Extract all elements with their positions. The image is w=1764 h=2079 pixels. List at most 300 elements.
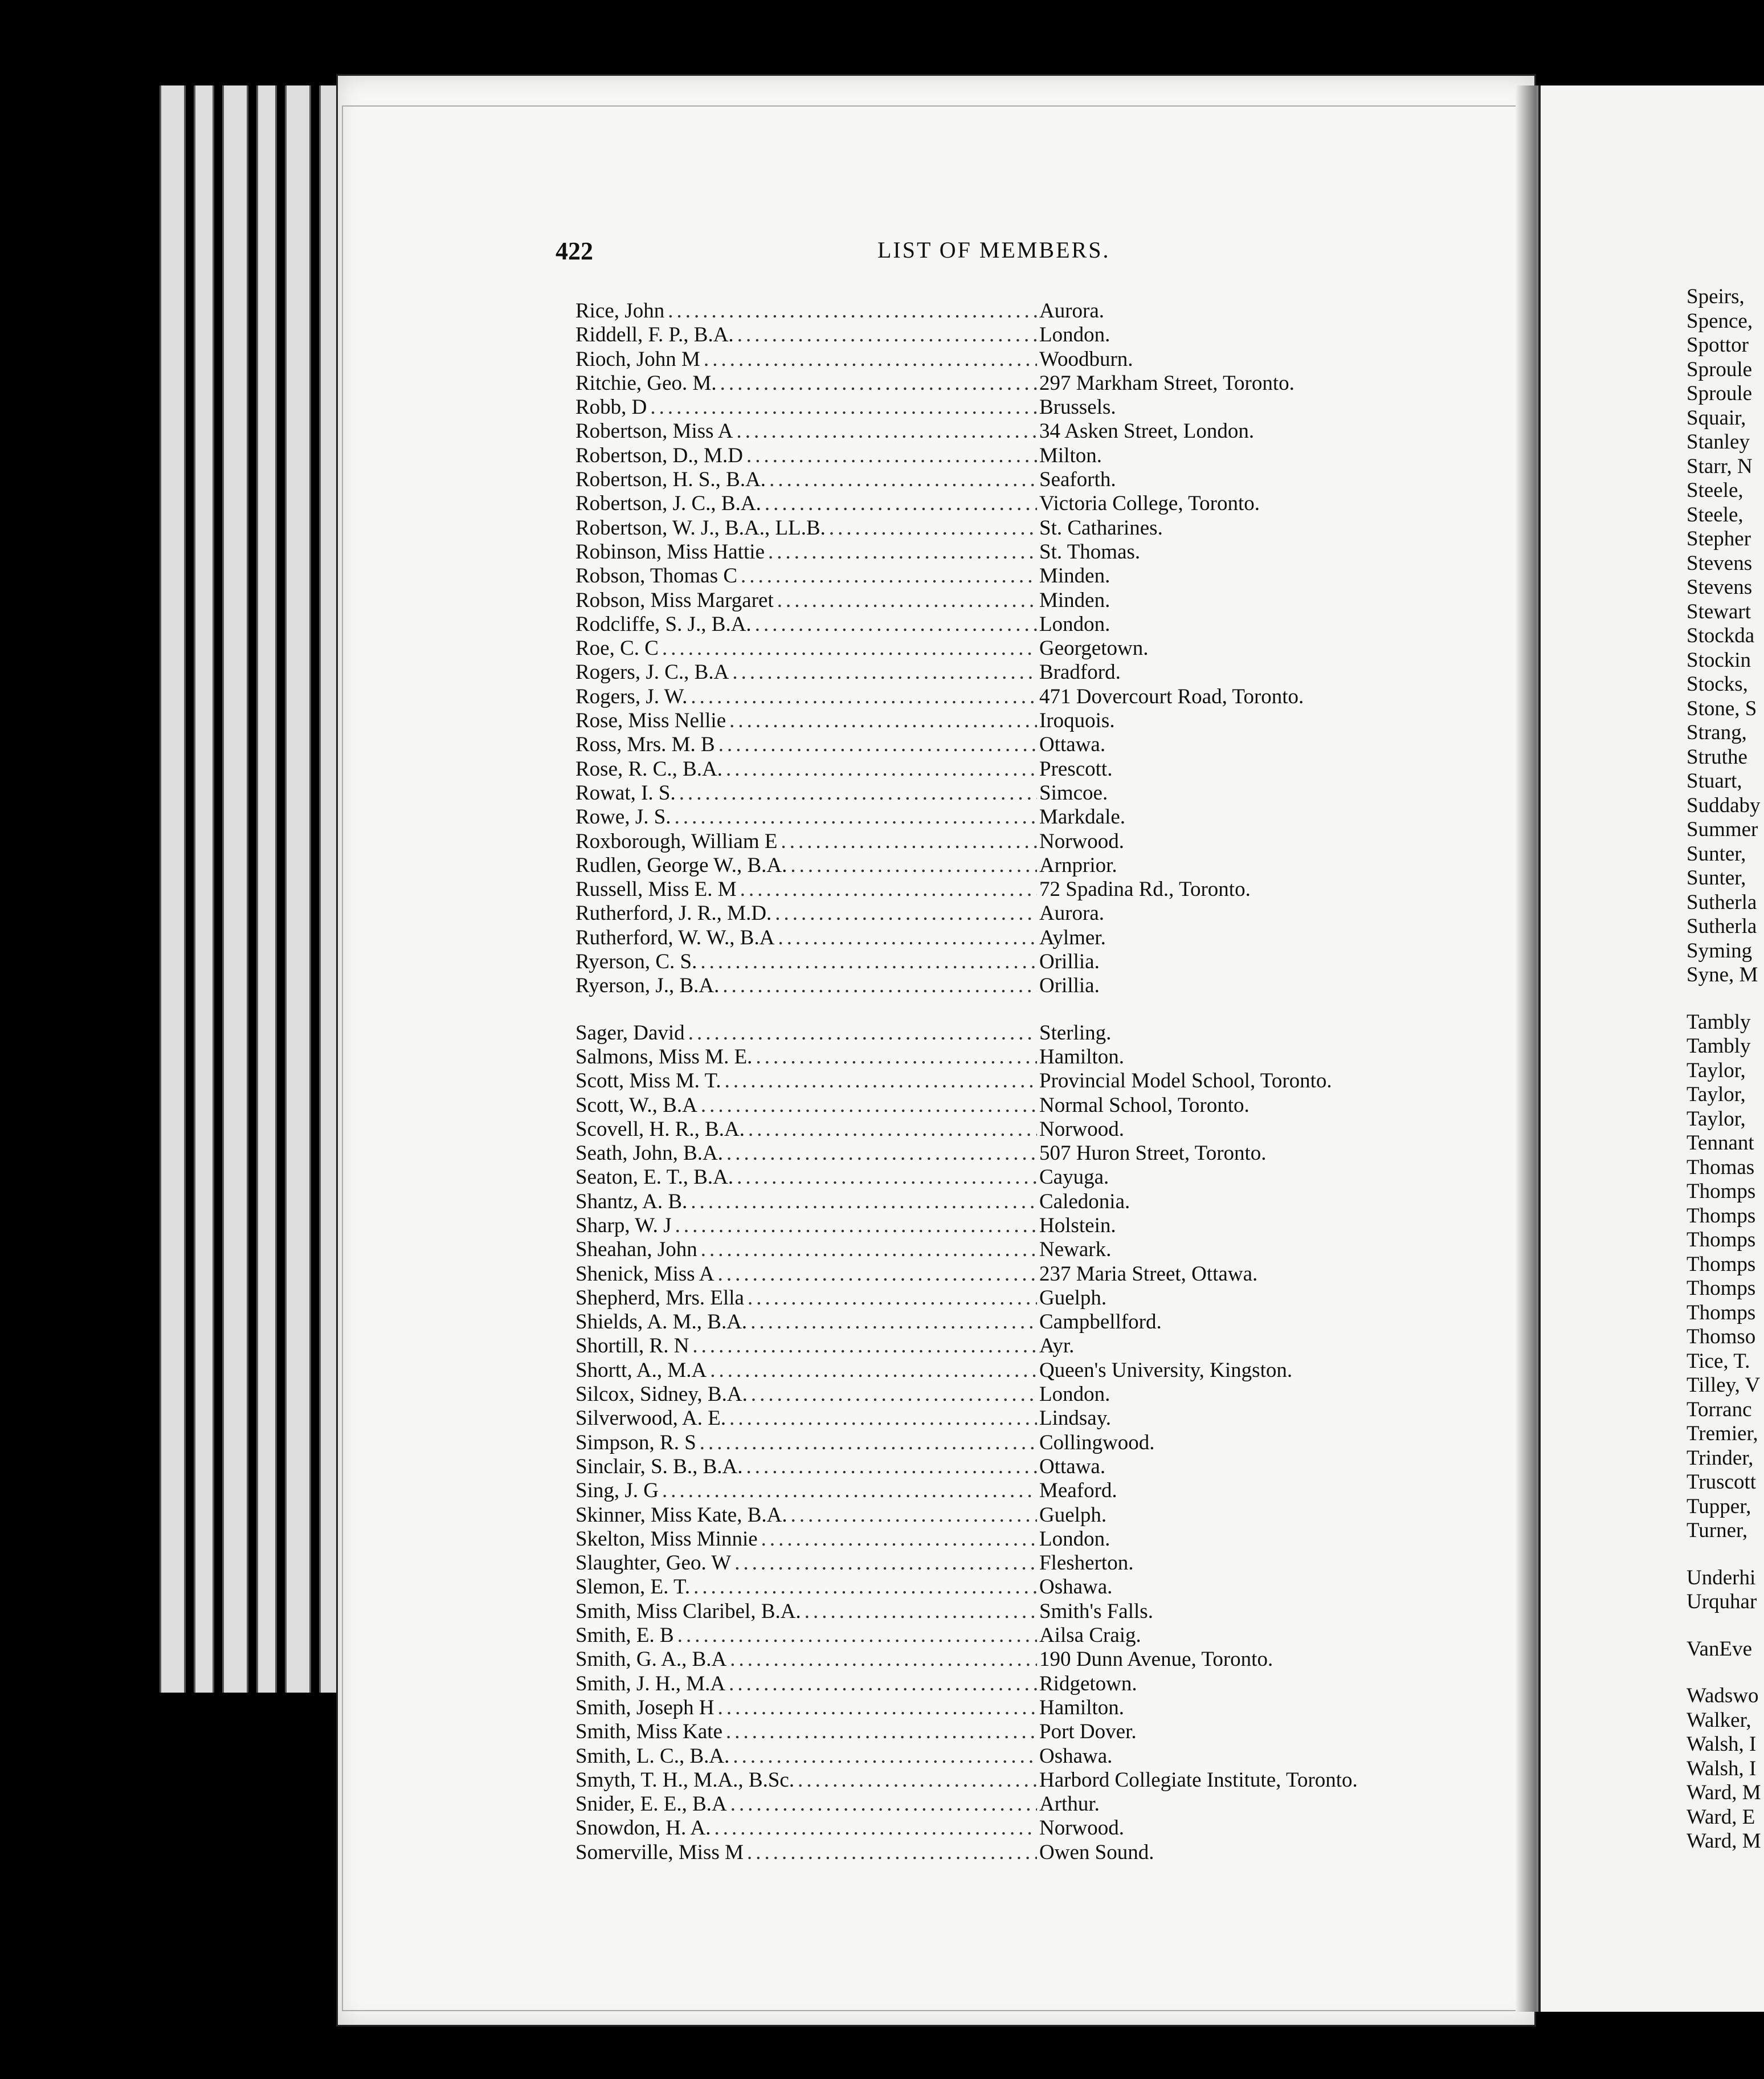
member-entry	[575, 1262, 1487, 1286]
right-page-member-list	[1687, 285, 1764, 1854]
member-location: Owen Sound.	[1039, 1840, 1154, 1864]
dot-leader	[714, 1816, 1037, 1840]
member-entry	[575, 830, 1487, 854]
dot-leader	[790, 854, 1037, 878]
member-name: Seaton, E. T., B.A.	[575, 1165, 734, 1189]
member-location: Norwood.	[1039, 829, 1125, 853]
member-name: Rowat, I. S.	[575, 781, 676, 805]
member-location: Milton.	[1039, 443, 1102, 467]
right-page-entry: Starr, N	[1687, 454, 1753, 478]
dot-leader	[718, 733, 1037, 757]
member-name: Smith, J. H., M.A	[575, 1672, 726, 1695]
right-page-entry: Steele,	[1687, 503, 1743, 527]
dot-leader	[805, 1600, 1037, 1624]
dot-leader	[748, 1286, 1037, 1310]
dot-leader	[730, 1648, 1037, 1672]
member-name: Smith, Miss Kate	[575, 1720, 722, 1744]
right-page-entry: Steele,	[1687, 479, 1743, 502]
member-entry	[575, 372, 1487, 396]
member-location: 237 Maria Street, Ottawa.	[1039, 1262, 1258, 1286]
member-name: Rioch, John M	[575, 347, 700, 371]
member-entry	[575, 348, 1487, 372]
right-page-entry: Stuart,	[1687, 769, 1742, 793]
right-page-entry: Syming	[1687, 939, 1753, 963]
member-location: Ailsa Craig.	[1039, 1624, 1141, 1648]
member-name: Rutherford, W. W., B.A	[575, 926, 775, 949]
member-location: Iroquois.	[1039, 709, 1115, 733]
right-page-entry: Tambly	[1687, 1010, 1751, 1034]
dot-leader	[746, 1455, 1037, 1479]
member-name: Slaughter, Geo. W	[575, 1551, 732, 1575]
dot-leader	[775, 902, 1037, 926]
right-page-entry: Thomps	[1687, 1301, 1756, 1324]
member-location: 190 Dunn Avenue, Toronto.	[1039, 1648, 1273, 1672]
member-location: Orillia.	[1039, 974, 1100, 998]
right-page-entry: Spence,	[1687, 309, 1753, 333]
member-name: Ryerson, J., B.A.	[575, 974, 720, 998]
member-entry	[575, 1118, 1487, 1142]
member-entry	[575, 974, 1487, 998]
right-page-entry: Sutherla	[1687, 915, 1757, 938]
member-name: Robertson, W. J., B.A., LL.B.	[575, 516, 826, 540]
member-entry	[575, 1720, 1487, 1744]
member-name: Silcox, Sidney, B.A.	[575, 1383, 748, 1407]
member-entry	[575, 926, 1487, 950]
right-page-entry: Truscott	[1687, 1470, 1757, 1494]
member-name: Riddell, F. P., B.A.	[575, 323, 734, 347]
member-location: Queen's University, Kingston.	[1039, 1358, 1293, 1382]
dot-leader	[747, 1841, 1037, 1865]
dot-leader	[732, 661, 1037, 684]
member-entry	[575, 1431, 1487, 1455]
member-entry	[575, 1069, 1487, 1093]
right-page-entry: Thomps	[1687, 1180, 1756, 1203]
dot-leader	[750, 1310, 1037, 1334]
member-location: Lindsay.	[1039, 1407, 1112, 1430]
right-page-entry: Sunter,	[1687, 866, 1746, 890]
member-name: Sing, J. G	[575, 1479, 659, 1503]
dot-leader	[740, 878, 1037, 902]
member-name: Robson, Miss Margaret	[575, 588, 774, 612]
member-location: Bradford.	[1039, 661, 1121, 684]
member-location: Ayr.	[1039, 1334, 1075, 1358]
member-entry	[575, 299, 1487, 323]
right-page-entry: Summer	[1687, 818, 1758, 841]
member-entry	[575, 444, 1487, 468]
member-name: Shields, A. M., B.A.	[575, 1310, 748, 1334]
member-name: Rowe, J. S.	[575, 805, 671, 829]
member-name: Somerville, Miss M	[575, 1840, 744, 1864]
member-location: Oshawa.	[1039, 1744, 1113, 1768]
member-location: Collingwood.	[1039, 1430, 1155, 1454]
dot-leader	[726, 1720, 1037, 1744]
member-location: Hamilton.	[1039, 1695, 1125, 1719]
member-entry	[575, 637, 1487, 661]
right-page-entry: Walsh, I	[1687, 1756, 1757, 1780]
member-entry	[575, 1334, 1487, 1358]
right-page-entry: Taylor,	[1687, 1107, 1746, 1131]
member-location: Seaforth.	[1039, 468, 1116, 492]
dot-leader	[791, 1503, 1037, 1527]
member-entry	[575, 1744, 1487, 1768]
member-location: London.	[1039, 612, 1110, 636]
right-page-entry: Stewart	[1687, 600, 1751, 623]
dot-leader	[675, 1214, 1037, 1238]
member-location: Campbellford.	[1039, 1310, 1162, 1334]
member-entry	[575, 1816, 1487, 1840]
member-entry	[575, 1503, 1487, 1527]
member-name: Robertson, H. S., B.A.	[575, 468, 766, 492]
dot-leader	[733, 1744, 1037, 1768]
right-page-entry: Tupper,	[1687, 1494, 1751, 1518]
right-page-entry: Thomps	[1687, 1277, 1756, 1300]
dot-leader	[662, 637, 1037, 661]
member-location: Sterling.	[1039, 1021, 1112, 1045]
member-entry	[575, 1310, 1487, 1334]
member-entry	[575, 589, 1487, 613]
member-location: London.	[1039, 323, 1110, 347]
member-name: Smith, E. B	[575, 1624, 674, 1648]
member-entry	[575, 1238, 1487, 1262]
member-name: Rudlen, George W., B.A.	[575, 853, 787, 877]
dot-leader	[650, 396, 1037, 419]
member-name: Shepherd, Mrs. Ella	[575, 1286, 744, 1310]
member-entry	[575, 1190, 1487, 1214]
dot-leader	[688, 1021, 1037, 1045]
dot-leader	[748, 1118, 1037, 1142]
member-location: Brussels.	[1039, 396, 1116, 419]
right-page-entry: Walker,	[1687, 1708, 1751, 1732]
member-location: Aurora.	[1039, 902, 1105, 926]
right-page-entry: Syne, M	[1687, 963, 1758, 986]
dot-leader	[718, 1696, 1037, 1720]
member-entry	[575, 1214, 1487, 1238]
dot-leader	[677, 1624, 1037, 1648]
member-location: Arnprior.	[1039, 853, 1117, 877]
member-name: Silverwood, A. E.	[575, 1407, 726, 1430]
member-entry	[575, 396, 1487, 419]
member-location: Aylmer.	[1039, 926, 1106, 949]
member-location: 507 Huron Street, Toronto.	[1039, 1142, 1267, 1165]
dot-leader	[737, 323, 1037, 347]
member-location: Flesherton.	[1039, 1551, 1134, 1575]
dot-leader	[693, 1575, 1037, 1599]
dot-leader	[720, 372, 1037, 396]
member-name: Roe, C. C	[575, 637, 659, 661]
right-page-entry: VanEve	[1687, 1637, 1753, 1661]
dot-leader	[704, 348, 1037, 372]
dot-leader	[718, 1262, 1037, 1286]
member-entry	[575, 1407, 1487, 1430]
member-name: Smyth, T. H., M.A., B.Sc.	[575, 1768, 795, 1792]
member-name: Snowdon, H. A.	[575, 1816, 711, 1840]
dot-leader	[679, 781, 1037, 805]
member-name: Rutherford, J. R., M.D.	[575, 902, 772, 926]
member-name: Skinner, Miss Kate, B.A.	[575, 1503, 787, 1527]
member-location: St. Catharines.	[1039, 516, 1163, 540]
right-page-entry: Thomps	[1687, 1252, 1756, 1276]
member-entry	[575, 1021, 1487, 1045]
right-page-entry: Stevens	[1687, 576, 1753, 599]
right-page-entry: Stockin	[1687, 648, 1751, 672]
right-page-entry: Stevens	[1687, 551, 1753, 575]
member-location: Meaford.	[1039, 1479, 1117, 1503]
member-name: Smith, G. A., B.A	[575, 1648, 727, 1672]
right-page-entry: Strang,	[1687, 721, 1747, 744]
member-entry	[575, 419, 1487, 443]
dot-leader	[746, 444, 1037, 468]
member-entry	[575, 613, 1487, 637]
member-name: Robertson, Miss A	[575, 419, 733, 443]
member-location: Cayuga.	[1039, 1165, 1109, 1189]
dot-leader	[751, 1383, 1037, 1407]
member-location: Arthur.	[1039, 1792, 1100, 1816]
member-location: Ottawa.	[1039, 733, 1106, 757]
dot-leader	[668, 299, 1037, 323]
member-entry	[575, 878, 1487, 902]
right-page-entry: Suddaby	[1687, 793, 1761, 817]
member-entry	[575, 854, 1487, 878]
member-name: Simpson, R. S	[575, 1430, 696, 1454]
member-location: Prescott.	[1039, 757, 1113, 781]
member-entry	[575, 1792, 1487, 1816]
member-entry	[575, 1648, 1487, 1672]
member-entry	[575, 902, 1487, 926]
member-location: 72 Spadina Rd., Toronto.	[1039, 878, 1251, 902]
member-location: Orillia.	[1039, 950, 1100, 974]
member-entry	[575, 492, 1487, 516]
member-location: Normal School, Toronto.	[1039, 1093, 1250, 1117]
member-entry	[575, 805, 1487, 829]
member-name: Sinclair, S. B., B.A.	[575, 1454, 743, 1478]
right-page-entry: Torranc	[1687, 1397, 1752, 1421]
dot-leader	[755, 613, 1037, 637]
dot-leader	[729, 1407, 1037, 1430]
right-page-entry: Sunter,	[1687, 842, 1746, 866]
member-name: Smith, Joseph H	[575, 1695, 714, 1719]
member-location: Guelph.	[1039, 1503, 1107, 1527]
right-page-entry: Ward, E	[1687, 1805, 1755, 1829]
member-location: Minden.	[1039, 588, 1110, 612]
right-page-entry: Walsh, I	[1687, 1732, 1757, 1756]
right-page-entry: Ward, M	[1687, 1829, 1761, 1853]
right-page-entry: Urquhar	[1687, 1590, 1757, 1613]
dot-leader	[769, 468, 1037, 492]
dot-leader	[778, 926, 1037, 950]
right-page-entry: Struthe	[1687, 745, 1747, 769]
member-name: Shenick, Miss A	[575, 1262, 714, 1286]
member-entry	[575, 516, 1487, 540]
member-name: Sharp, W. J	[575, 1213, 672, 1237]
member-entry	[575, 323, 1487, 347]
member-name: Ryerson, C. S.	[575, 950, 697, 974]
member-entry	[575, 1624, 1487, 1648]
member-entry	[575, 781, 1487, 805]
member-name: Scott, Miss M. T.	[575, 1069, 721, 1093]
member-location: Guelph.	[1039, 1286, 1107, 1310]
member-entry	[575, 661, 1487, 684]
member-location: 34 Asken Street, London.	[1039, 419, 1255, 443]
member-location: Smith's Falls.	[1039, 1599, 1153, 1623]
dot-leader	[798, 1768, 1037, 1792]
member-name: Shortt, A., M.A	[575, 1358, 707, 1382]
member-name: Robertson, J. C., B.A.	[575, 492, 761, 516]
member-entry	[575, 1600, 1487, 1624]
dot-leader	[777, 589, 1037, 613]
member-entry	[575, 709, 1487, 733]
member-location: Ridgetown.	[1039, 1672, 1137, 1695]
member-location: Holstein.	[1039, 1213, 1116, 1237]
dot-leader	[741, 564, 1037, 588]
member-entry	[575, 1672, 1487, 1696]
member-entry	[575, 564, 1487, 588]
dot-leader	[737, 419, 1037, 443]
right-page-entry: Sproule	[1687, 382, 1753, 405]
dot-leader	[730, 1792, 1037, 1816]
member-name: Smith, Miss Claribel, B.A.	[575, 1599, 801, 1623]
right-page-entry: Underhi	[1687, 1566, 1756, 1589]
member-name: Robson, Thomas C	[575, 564, 738, 588]
member-location: Caledonia.	[1039, 1189, 1130, 1213]
member-entry	[575, 1479, 1487, 1503]
right-page-entry: Stepher	[1687, 527, 1751, 551]
dot-leader	[737, 1165, 1037, 1189]
member-entry	[575, 950, 1487, 974]
dot-leader	[701, 1238, 1037, 1262]
member-location: Newark.	[1039, 1238, 1112, 1262]
right-page-entry: Taylor,	[1687, 1083, 1746, 1106]
dot-leader	[756, 1045, 1037, 1069]
member-location: 471 Dovercourt Road, Toronto.	[1039, 684, 1304, 708]
dot-leader	[734, 1551, 1037, 1575]
member-entry	[575, 540, 1487, 564]
member-entry	[575, 733, 1487, 757]
right-page-entry: Thomso	[1687, 1325, 1756, 1348]
member-location: Victoria College, Toronto.	[1039, 492, 1260, 516]
member-location: Minden.	[1039, 564, 1110, 588]
right-page-entry: Thomps	[1687, 1204, 1756, 1228]
member-name: Ross, Mrs. M. B	[575, 733, 715, 757]
dot-leader	[700, 1431, 1037, 1455]
dot-leader	[675, 805, 1037, 829]
right-page-entry: Stone, S	[1687, 696, 1757, 720]
member-name: Russell, Miss E. M	[575, 878, 737, 902]
member-name: Seath, John, B.A.	[575, 1142, 723, 1165]
dot-leader	[729, 1672, 1037, 1696]
member-location: Georgetown.	[1039, 637, 1149, 661]
right-page-entry: Tilley, V	[1687, 1373, 1761, 1397]
member-location: 297 Markham Street, Toronto.	[1039, 371, 1295, 395]
right-page-entry: Wadswo	[1687, 1684, 1759, 1707]
member-name: Scott, W., B.A	[575, 1093, 697, 1117]
right-page-entry: Trinder,	[1687, 1446, 1754, 1470]
dot-leader	[829, 516, 1037, 540]
dot-leader	[726, 1142, 1037, 1165]
dot-leader	[722, 974, 1037, 998]
member-name: Roxborough, William E	[575, 829, 778, 853]
dot-leader	[691, 685, 1037, 709]
right-page-entry: Ward, M	[1687, 1781, 1761, 1804]
dot-leader	[761, 1527, 1037, 1551]
member-entry	[575, 685, 1487, 709]
member-location: Simcoe.	[1039, 781, 1108, 805]
member-entry	[575, 1575, 1487, 1599]
member-entry	[575, 757, 1487, 781]
member-location: London.	[1039, 1527, 1110, 1551]
member-location: Harbord Collegiate Institute, Toronto.	[1039, 1768, 1358, 1792]
member-name: Robinson, Miss Hattie	[575, 540, 765, 564]
right-page-entry: Tambly	[1687, 1034, 1751, 1058]
member-name: Salmons, Miss M. E.	[575, 1045, 753, 1069]
member-name: Rice, John	[575, 299, 665, 323]
member-location: Oshawa.	[1039, 1575, 1113, 1599]
right-page-entry: Turner,	[1687, 1519, 1748, 1542]
member-location: Norwood.	[1039, 1816, 1125, 1840]
member-name: Smith, L. C., B.A.	[575, 1744, 730, 1768]
member-name: Scovell, H. R., B.A.	[575, 1117, 745, 1141]
dot-leader	[765, 492, 1037, 516]
dot-leader	[768, 540, 1037, 564]
member-list	[575, 299, 1487, 1865]
member-name: Sager, David	[575, 1021, 685, 1045]
right-page-entry: Tice, T.	[1687, 1349, 1750, 1373]
right-page-entry: Tennant	[1687, 1131, 1754, 1155]
member-entry	[575, 1094, 1487, 1118]
dot-leader	[725, 1069, 1037, 1093]
member-name: Rose, R. C., B.A.	[575, 757, 723, 781]
dot-leader	[710, 1359, 1037, 1383]
member-name: Robb, D	[575, 396, 647, 419]
member-name: Slemon, E. T.	[575, 1575, 691, 1599]
member-location: St. Thomas.	[1039, 540, 1141, 564]
member-location: London.	[1039, 1383, 1110, 1407]
right-page-entry: Thomas	[1687, 1155, 1755, 1179]
member-entry	[575, 1696, 1487, 1720]
member-name: Skelton, Miss Minnie	[575, 1527, 758, 1551]
dot-leader	[691, 1190, 1037, 1214]
right-page-entry: Stockda	[1687, 624, 1755, 647]
right-page-entry: Sproule	[1687, 357, 1753, 381]
member-name: Rose, Miss Nellie	[575, 709, 726, 733]
page-number: 422	[556, 237, 593, 265]
member-entry	[575, 1165, 1487, 1189]
page-title: LIST OF MEMBERS.	[877, 237, 1110, 263]
member-location: Provincial Model School, Toronto.	[1039, 1069, 1332, 1093]
dot-leader	[662, 1479, 1037, 1503]
member-entry	[575, 1768, 1487, 1792]
member-entry	[575, 468, 1487, 492]
right-page-entry: Tremier,	[1687, 1422, 1758, 1445]
right-page-entry: Stanley	[1687, 430, 1750, 454]
member-entry	[575, 1455, 1487, 1479]
member-location: Woodburn.	[1039, 347, 1133, 371]
member-name: Rogers, J. W.	[575, 684, 688, 708]
member-name: Rogers, J. C., B.A	[575, 661, 729, 684]
member-entry	[575, 1142, 1487, 1165]
right-page-entry: Thomps	[1687, 1228, 1756, 1252]
member-entry	[575, 1286, 1487, 1310]
member-location: Ottawa.	[1039, 1454, 1106, 1478]
dot-leader	[729, 709, 1037, 733]
dot-leader	[700, 950, 1037, 974]
right-page-entry: Sutherla	[1687, 890, 1757, 914]
right-page-entry: Spottor	[1687, 333, 1749, 357]
member-location: Markdale.	[1039, 805, 1126, 829]
member-entry	[575, 1841, 1487, 1865]
member-name: Rodcliffe, S. J., B.A.	[575, 612, 752, 636]
member-entry	[575, 1045, 1487, 1069]
right-page-entry: Squair,	[1687, 406, 1746, 430]
